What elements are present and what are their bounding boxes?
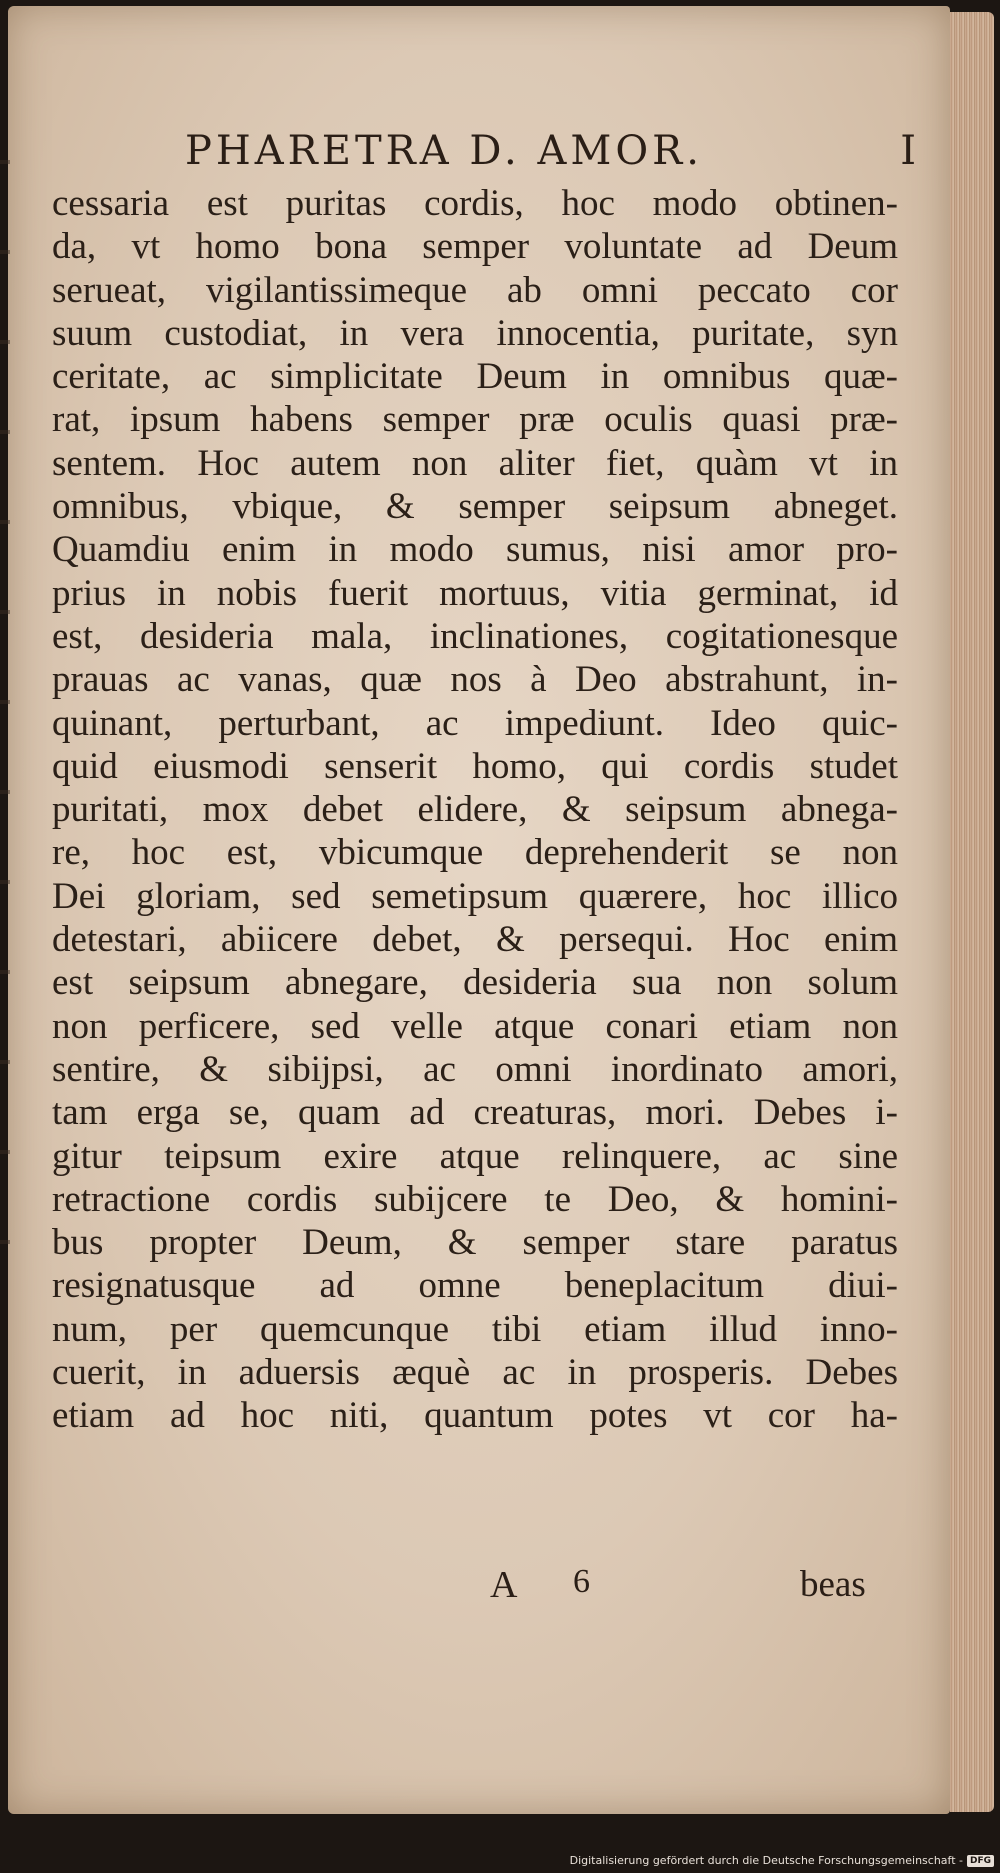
text-line: est, desideria mala, inclinationes, cogitationesque [52, 615, 898, 657]
text-line: Dei gloriam, sed semetipsum quærere, hoc illico [52, 875, 898, 917]
text-line: bus propter Deum, & semper stare paratus [52, 1222, 898, 1264]
text-line: cuerit, in aduersis æquè ac in prosperis. Debes [52, 1352, 898, 1394]
catchword: beas [800, 1564, 866, 1605]
text-line: serueat, vigilantissimeque ab omni peccato cor [52, 269, 898, 311]
text-line: suum custodiat, in vera innocentia, puritate, syn [52, 312, 898, 354]
text-line: cessaria est puritas cordis, hoc modo obtinen- [52, 183, 898, 224]
signature-mark: A [490, 1564, 518, 1606]
text-line: sentem. Hoc autem non aliter fiet, quàm vt in [52, 442, 898, 484]
text-line: etiam ad hoc niti, quantum potes vt cor ha- [52, 1395, 898, 1437]
text-line: ceritate, ac simplicitate Deum in omnibus quæ- [52, 356, 898, 398]
signature-number: 6 [573, 1563, 590, 1600]
running-head [185, 128, 920, 174]
text-line: retractione cordis subijcere te Deo, & homini- [52, 1178, 898, 1220]
text-line: resignatusque ad omne beneplacitum diui- [52, 1265, 898, 1307]
text-line: puritati, mox debet elidere, & seipsum abnega- [52, 789, 898, 831]
text-line: detestari, abiicere debet, & persequi. Hoc enim [52, 919, 898, 961]
text-line: tam erga se, quam ad creaturas, mori. Debes i- [52, 1092, 898, 1134]
folio-number: I [900, 128, 920, 174]
text-line: prius in nobis fuerit mortuus, vitia germinat, id [52, 572, 898, 614]
text-line: rat, ipsum habens semper præ oculis quasi præ- [52, 399, 898, 441]
credit-text: Digitalisierung gefördert durch die Deutsche Forschungsgemeinschaft - [569, 1854, 963, 1867]
text-line: Quamdiu enim in modo sumus, nisi amor pro- [52, 529, 898, 571]
page-edges [950, 12, 994, 1812]
text-line: quid eiusmodi senserit homo, qui cordis studet [52, 745, 898, 787]
text-line: omnibus, vbique, & semper seipsum abneget. [52, 486, 898, 528]
text-line: gitur teipsum exire atque relinquere, ac sine [52, 1135, 898, 1177]
text-line: sentire, & sibijpsi, ac omni inordinato amori, [52, 1048, 898, 1090]
gutter-shadow [0, 120, 10, 1320]
digitization-credit [570, 1854, 994, 1867]
text-line: re, hoc est, vbicumque deprehenderit se non [52, 832, 898, 874]
text-line: num, per quemcunque tibi etiam illud inno- [52, 1308, 898, 1350]
running-title: PHARETRA D. AMOR. [185, 128, 703, 174]
text-line: quinant, perturbant, ac impediunt. Ideo quic- [52, 702, 898, 744]
dfg-logo: DFG [967, 1855, 994, 1867]
text-line: prauas ac vanas, quæ nos à Deo abstrahunt, in- [52, 659, 898, 701]
text-line: non perficere, sed velle atque conari etiam non [52, 1005, 898, 1047]
body-text [52, 182, 898, 1438]
text-line: est seipsum abnegare, desideria sua non solum [52, 962, 898, 1004]
text-line: da, vt homo bona semper voluntate ad Deum [52, 226, 898, 268]
